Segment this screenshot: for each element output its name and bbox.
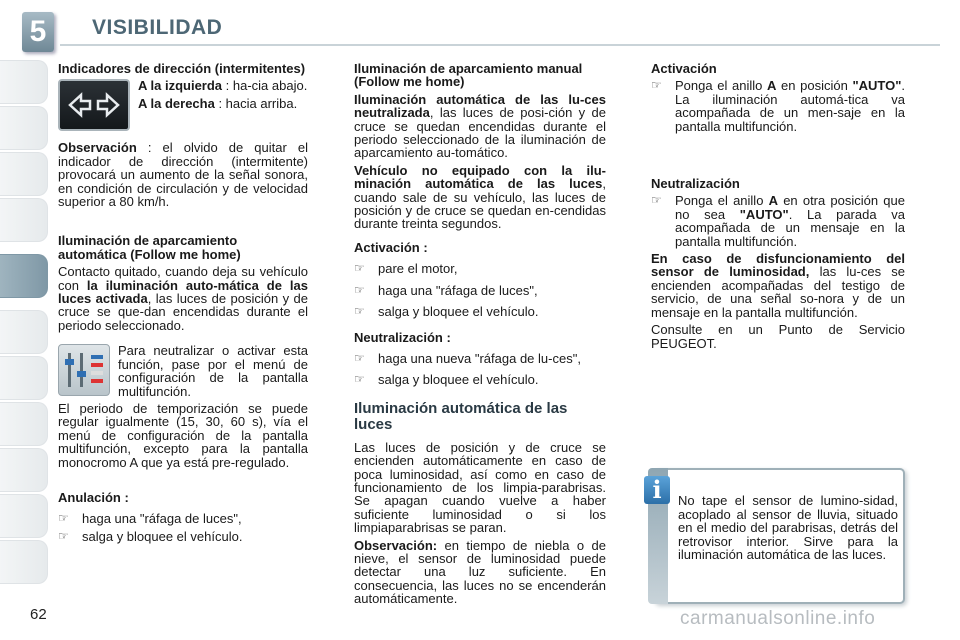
chapter-tab-8[interactable] (0, 402, 48, 446)
page-title: VISIBILIDAD (92, 16, 223, 39)
right-indicator-text: A la derecha : hacia arriba. (138, 95, 298, 111)
pointing-hand-icon: ☞ (354, 261, 365, 276)
heading-indicators: Indicadores de dirección (intermitentes) (58, 61, 306, 76)
column-2 (354, 62, 606, 610)
list-item: ☞ salga y bloquee el vehículo. (354, 304, 539, 320)
service-point-text: Consulte en un Punto de Servicio PEUGEOT. (651, 322, 905, 351)
chapter-tab-2[interactable] (0, 106, 48, 150)
neutralize-function-text: Para neutralizar o activar esta función, pase por el menú de configuración de la pantalla multifunción. (118, 343, 308, 399)
chapter-number: 5 (22, 12, 54, 52)
automatic-lighting-text: Las luces de posición y de cruce se encienden automáticamente en caso de poca luminosidad, así como en caso de funcionamiento de los limpia-parabrisas. Se apagan cuando vuelve a haber suficiente luminosidad o si los limpiaparabrisas se paran. (354, 439, 606, 536)
heading-follow-me-manual: Iluminación de aparcamiento manual (Follow me home) (354, 61, 583, 90)
page-number: 62 (30, 606, 47, 623)
turn-signal-arrows-icon (58, 79, 130, 131)
auto-lights-off-text: Iluminación automática de las lu-ces neutralizada, las luces de posi-ción y de cruce se quedan encendidas durante el periodo seleccionado de la iluminación de aparcamiento au-tomático. (354, 91, 606, 161)
heading-follow-me-auto: Iluminación de aparcamiento automática (Follow me home) (58, 233, 241, 262)
heading-neutralization: Neutralización : (354, 329, 451, 345)
heading-neutralization-ring: Neutralización (651, 176, 740, 192)
column-3 (651, 62, 905, 354)
pointing-hand-icon: ☞ (58, 511, 69, 526)
list-item: ☞ haga una "ráfaga de luces", (354, 282, 538, 298)
chapter-tabs (0, 60, 50, 600)
heading-activation-ring: Activación (651, 61, 717, 76)
list-item: ☞ haga una "ráfaga de luces", (58, 511, 242, 527)
pointing-hand-icon: ☞ (354, 282, 365, 297)
pointing-hand-icon: ☞ (354, 304, 365, 319)
list-item: ☞ salga y bloquee el vehículo. (354, 372, 539, 388)
pointing-hand-icon: ☞ (354, 350, 365, 365)
heading-cancel: Anulación : (58, 489, 129, 505)
pointing-hand-icon: ☞ (354, 372, 365, 387)
chapter-tab-5-active[interactable] (0, 254, 48, 298)
heading-automatic-lighting: Iluminación automática de las luces (354, 399, 568, 433)
chapter-tab-9[interactable] (0, 448, 48, 492)
info-text: No tape el sensor de lumino-sidad, acoplado al sensor de lluvia, situado en el medio del parabrisas, detrás del retrovisor interior. Sirve para la iluminación automática de las luces. (678, 493, 898, 562)
list-item: ☞ Ponga el anillo A en otra posición que no sea "AUTO". La parada va acompañada de un mensaje en la pantalla multifunción. (651, 193, 905, 249)
list-item: ☞ haga una nueva "ráfaga de lu-ces", (354, 350, 581, 366)
list-item: ☞ pare el motor, (354, 261, 458, 277)
pointing-hand-icon: ☞ (651, 193, 662, 208)
heading-activation: Activación : (354, 239, 428, 255)
pointing-hand-icon: ☞ (58, 528, 69, 543)
chapter-tab-7[interactable] (0, 356, 48, 400)
info-icon: i (644, 476, 670, 504)
indicator-observation: Observación : el olvido de quitar el indicador de dirección (intermitente) provocará un aumento de la señal sonora, en condición de circulación y de velocidad superior a 80 km/h. (58, 140, 308, 210)
timing-text: El periodo de temporización se puede regular igualmente (15, 30, 60 s), vía el menú de configuración de la pantalla multifunción, excepto para la pantalla monocromo A que ya está pre-regulado. (58, 400, 308, 470)
pointing-hand-icon: ☞ (651, 78, 662, 93)
list-item: ☞ salga y bloquee el vehículo. (58, 528, 243, 544)
chapter-tab-10[interactable] (0, 494, 48, 538)
sensor-failure-text: En caso de disfuncionamiento del sensor de luminosidad, las lu-ces se encienden acompañadas del testigo de servicio, de una señal so-nora y de un mensaje en la pantalla multifunción. (651, 251, 905, 320)
no-auto-lights-text: Vehículo no equipado con la ilu-minación automática de las luces, cuando sale de su vehículo, las luces de posición y de cruce se quedan en-cendidas durante treinta segundos. (354, 162, 606, 232)
watermark: carmanualsonline.info (680, 608, 876, 629)
follow-me-auto-text: Contacto quitado, cuando deja su vehículo con la iluminación auto-mática de las luces activada, las luces de posición y de cruce se que-dan encendidas durante el periodo seleccionado. (58, 264, 308, 333)
fog-observation: Observación: en tiempo de niebla o de nieve, el sensor de luminosidad puede detectar una luz suficiente. En consecuencia, las luces no se encenderán automáticamente. (354, 537, 606, 607)
title-divider (60, 44, 940, 46)
chapter-tab-4[interactable] (0, 198, 48, 242)
chapter-tab-3[interactable] (0, 152, 48, 196)
chapter-tab-11[interactable] (0, 540, 48, 584)
list-item: ☞ Ponga el anillo A en posición "AUTO". La iluminación automá-tica va acompañada de un men-saje en la pantalla multifunción. (651, 78, 905, 134)
configuration-menu-icon (58, 344, 110, 396)
left-indicator-text: A la izquierda : ha-cia abajo. (138, 78, 308, 94)
column-1 (58, 62, 308, 547)
chapter-tab-6[interactable] (0, 310, 48, 354)
chapter-tab-1[interactable] (0, 60, 48, 104)
